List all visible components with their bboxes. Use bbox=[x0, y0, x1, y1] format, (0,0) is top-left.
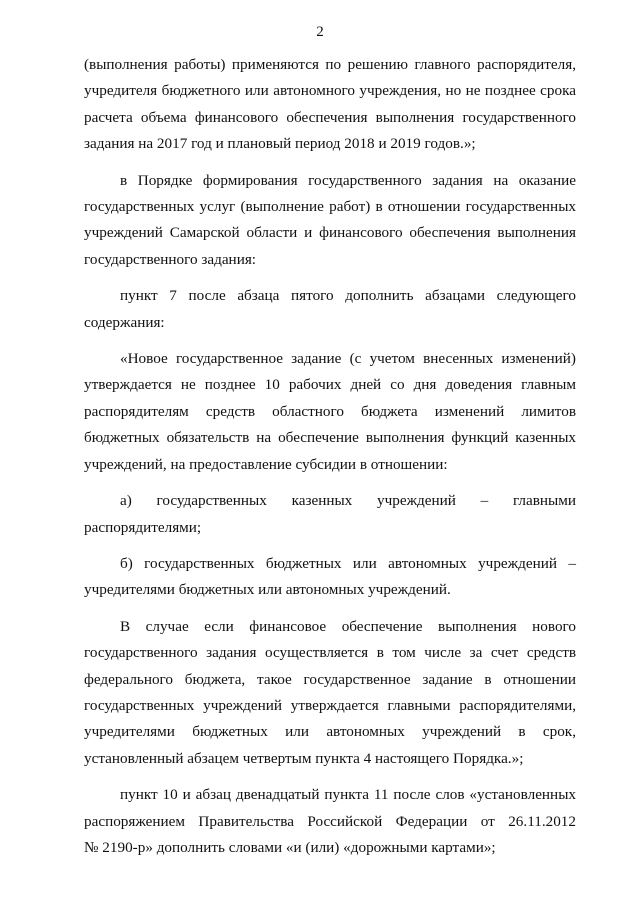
text-line: (выполнения работы) применяются по решению главного распорядителя, bbox=[84, 56, 576, 73]
text-line: в Порядке формирования государственного задания на оказание bbox=[120, 171, 576, 189]
text-line: учреждений Самарской области и финансового обеспечения выполнения bbox=[84, 224, 576, 242]
text-line: задания на 2017 год и плановый период 2018 и 2019 годов.»; bbox=[84, 135, 476, 153]
paragraph-point-7 bbox=[84, 283, 576, 336]
text-line: государственного задания: bbox=[84, 250, 257, 268]
paragraph-order-formation bbox=[84, 168, 576, 274]
text-line: государственных учреждений утверждается главными распорядителями, bbox=[84, 696, 576, 714]
paragraph-intro-continuation bbox=[84, 52, 576, 158]
text-line: государственного задания осуществляется в том числе за счет средств bbox=[84, 644, 576, 662]
text-line: расчета объема финансового обеспечения выполнения государственного bbox=[84, 108, 576, 126]
list-item-a bbox=[84, 488, 576, 541]
text-line: распорядителям средств областного бюджета изменений лимитов bbox=[84, 402, 576, 420]
text-line: утверждается не позднее 10 рабочих дней со дня доведения главным bbox=[84, 376, 576, 394]
text-line: а) государственных казенных учреждений – главными bbox=[120, 492, 576, 510]
text-line: № 2190-р» дополнить словами «и (или) «дорожными картами»; bbox=[84, 838, 496, 856]
text-line: федерального бюджета, такое государственное задание в отношении bbox=[84, 670, 576, 688]
text-line: бюджетных обязательств на обеспечение выполнения функций казенных bbox=[84, 429, 576, 447]
text-line: учредителя бюджетного или автономного учреждения, но не позднее срока bbox=[84, 82, 576, 100]
text-line: б) государственных бюджетных или автономных учреждений – bbox=[120, 554, 576, 572]
text-line: учредителями бюджетных или автономных учреждений. bbox=[84, 581, 451, 599]
text-line: распоряжением Правительства Российской Федерации от 26.11.2012 bbox=[84, 812, 576, 830]
paragraph-point-10 bbox=[84, 782, 576, 861]
text-line: государственных услуг (выполнение работ) в отношении государственных bbox=[84, 198, 576, 216]
document-body bbox=[84, 52, 576, 861]
list-item-b bbox=[84, 551, 576, 604]
text-line: учредителями бюджетных или автономных учреждений в срок, bbox=[84, 723, 576, 741]
text-line: пункт 10 и абзац двенадцатый пункта 11 после слов «установленных bbox=[120, 786, 576, 804]
text-line: содержания: bbox=[84, 313, 165, 331]
text-line: установленный абзацем четвертым пункта 4 настоящего Порядка.»; bbox=[84, 749, 524, 767]
text-line: В случае если финансовое обеспечение выполнения нового bbox=[120, 617, 576, 635]
text-line: распорядителями; bbox=[84, 518, 202, 536]
text-line: «Новое государственное задание (с учетом внесенных изменений) bbox=[120, 350, 576, 368]
page-number: 2 bbox=[316, 24, 324, 40]
paragraph-new-task-quote bbox=[84, 346, 576, 478]
paragraph-federal-budget bbox=[84, 614, 576, 772]
text-line: учреждений, на предоставление субсидии в отношении: bbox=[84, 455, 448, 473]
text-line: пункт 7 после абзаца пятого дополнить абзацами следующего bbox=[120, 287, 576, 305]
